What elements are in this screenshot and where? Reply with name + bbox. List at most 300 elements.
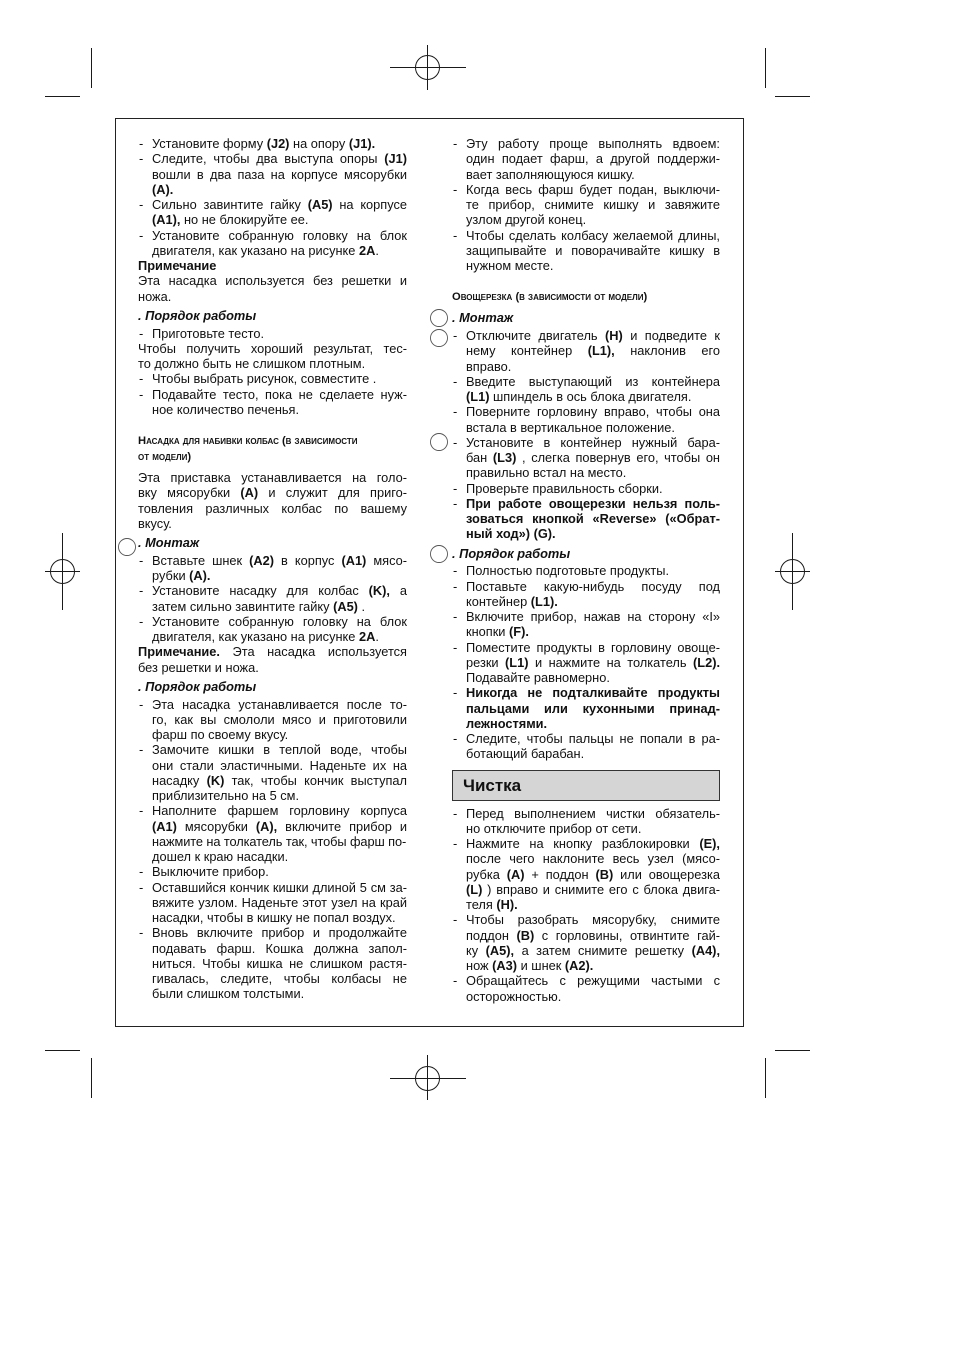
text-line	[466, 806, 720, 821]
text-line	[466, 563, 720, 578]
text-line	[466, 481, 720, 496]
paragraph	[138, 273, 407, 304]
text-run: Когда весь фарш будет подан, выключи-	[466, 181, 720, 197]
text-line	[138, 485, 407, 500]
text-line	[466, 958, 720, 973]
line-text	[466, 420, 675, 435]
text-line	[152, 568, 407, 583]
text-run: вправо.	[466, 358, 512, 374]
bullet-item	[452, 973, 720, 1004]
text-line	[152, 243, 407, 258]
text-run: ку	[466, 942, 486, 958]
bullet-item	[452, 836, 720, 912]
bold-text: 2A	[358, 629, 376, 644]
text-line	[138, 535, 407, 550]
text-run: Нажмите на кнопку разблокировки	[466, 836, 700, 851]
bold-text: (A4),	[691, 942, 720, 958]
bullet-dash: -	[139, 742, 144, 758]
text-line	[138, 501, 407, 516]
text-run: . Порядок работы	[452, 545, 571, 561]
text-line	[152, 986, 407, 1001]
line-text	[152, 136, 375, 151]
bullet-dash: -	[453, 836, 458, 851]
text-run: Следите, чтобы пальцы не попали в ра-	[466, 731, 720, 746]
bold-text: (A1),	[152, 212, 181, 228]
bold-text: (A)	[240, 485, 259, 501]
text-run: Сильно завинтите гайку	[152, 197, 308, 212]
bullet-dash: -	[139, 151, 144, 167]
text-run: ножа.	[138, 288, 172, 304]
bullet-dash: -	[453, 328, 458, 343]
text-run: Установите собранную головку на блок	[152, 227, 407, 243]
bullet-dash: -	[139, 552, 144, 568]
bullet-dash: -	[139, 864, 144, 880]
bullet-item	[452, 328, 720, 374]
line-text	[466, 851, 720, 866]
text-line	[152, 697, 407, 712]
bullet-dash: -	[139, 583, 144, 599]
bullet-item	[138, 880, 407, 926]
text-run: Перед выполнением чистки обязатель-	[466, 805, 720, 821]
text-line	[452, 289, 720, 305]
bullet-item	[138, 136, 407, 151]
bullet-item	[452, 136, 720, 182]
text-run: , слегка повернув его, чтобы он	[516, 450, 721, 465]
registration-target-icon	[45, 533, 80, 610]
text-line	[466, 731, 720, 746]
text-line	[466, 511, 720, 526]
text-line	[152, 614, 407, 629]
line-text	[466, 701, 720, 716]
text-run: Включите прибор, нажав на сторону «I»	[466, 609, 720, 624]
bold-text: (J2)	[266, 136, 290, 151]
line-text	[466, 359, 511, 374]
line-text	[152, 614, 407, 629]
bullet-dash: -	[453, 404, 458, 420]
text-run: ) вправо и снимите его с блока двига-	[482, 881, 720, 897]
bullet-dash: -	[453, 495, 458, 511]
bold-text: (H).	[496, 897, 518, 912]
bullet-dash: -	[453, 912, 458, 928]
text-line	[466, 420, 720, 435]
text-run: без решетки и ножа.	[138, 659, 259, 675]
subheading	[452, 310, 720, 325]
text-run: Замочите кишки в теплой воде, чтобы	[152, 742, 407, 758]
subheading	[138, 679, 407, 694]
bullet-item	[452, 228, 720, 274]
line-text	[466, 731, 720, 746]
text-line	[152, 712, 407, 727]
line-text	[152, 925, 407, 940]
bullet-dash: -	[139, 925, 144, 941]
line-text	[138, 341, 407, 356]
line-text	[138, 644, 407, 659]
bold-text: (A2)	[249, 552, 275, 568]
line-text	[152, 228, 407, 243]
text-line	[466, 167, 720, 182]
bold-text: лежностями.	[466, 715, 548, 731]
bullet-item	[138, 228, 407, 259]
left-column	[138, 136, 407, 1002]
bullet-dash: -	[453, 181, 458, 197]
line-text	[152, 326, 264, 341]
text-run: затем сильно завинтите гайку	[152, 598, 334, 614]
bullet-dash: -	[453, 639, 458, 655]
text-line	[466, 655, 720, 670]
bullet-item	[138, 614, 407, 645]
bold-text: Примечание	[138, 258, 217, 273]
text-run: Следите, чтобы два выступа опоры	[152, 151, 385, 167]
bold-text: 2A	[358, 242, 376, 258]
text-run: Отключите двигатель	[466, 328, 606, 343]
text-line	[138, 356, 407, 371]
line-text	[466, 897, 518, 912]
line-text	[138, 273, 407, 288]
text-line	[466, 897, 720, 912]
line-text	[138, 435, 358, 447]
bullet-dash: -	[453, 731, 458, 746]
subheading	[138, 535, 407, 550]
bullet-item	[452, 496, 720, 542]
bold-text: (J1)	[384, 151, 407, 167]
line-text	[152, 712, 407, 727]
text-line	[466, 701, 720, 716]
text-run: Подавайте равномерно.	[466, 670, 610, 685]
text-run: Установите форму	[152, 136, 267, 151]
bullet-dash: -	[139, 371, 144, 387]
section-title: Чистка	[463, 775, 522, 795]
text-run: Установите насадку для колбас	[152, 583, 369, 599]
bullet-item	[452, 404, 720, 435]
bullet-item	[138, 697, 407, 743]
bullet-dash: -	[453, 973, 458, 989]
text-line	[466, 389, 720, 404]
line-text	[452, 291, 647, 303]
text-line	[466, 943, 720, 958]
text-run: Эта насадка устанавливается после то-	[152, 696, 407, 712]
line-text	[152, 167, 407, 182]
line-text	[466, 563, 669, 578]
text-run: го, как вы смололи мясо и приготовили	[152, 711, 407, 727]
text-run: узлом другой конец.	[466, 212, 587, 228]
text-run: в корпус	[274, 552, 342, 568]
bullet-item	[452, 481, 720, 496]
registration-target-icon	[390, 45, 466, 90]
line-text	[466, 151, 720, 166]
line-text	[466, 958, 593, 973]
text-line	[466, 496, 720, 511]
text-line	[466, 716, 720, 731]
bullet-dash: -	[139, 879, 144, 895]
text-line	[466, 343, 720, 358]
text-line	[466, 579, 720, 594]
text-run: защипывайте и поворачивайте кишку в	[466, 242, 720, 258]
text-run: и нажмите на толкатель	[528, 654, 693, 670]
text-line	[466, 258, 720, 273]
text-run: от модели)	[138, 451, 192, 463]
text-run: Введите выступающий из контейнера	[466, 373, 720, 389]
text-line	[466, 685, 720, 700]
text-run: Чтобы разобрать мясорубку, снимите	[466, 912, 720, 928]
bold-text: (A).	[189, 568, 211, 583]
line-text	[466, 836, 720, 851]
bold-text: (L1),	[587, 343, 615, 359]
text-run: товления различных колбас по вашему	[138, 500, 407, 516]
bullet-item	[452, 912, 720, 973]
text-line	[152, 910, 407, 925]
bullet-dash: -	[453, 578, 458, 594]
bullet-item	[138, 151, 407, 197]
bullet-item	[452, 640, 720, 686]
text-run: ботающий барабан.	[466, 746, 585, 762]
text-line	[466, 928, 720, 943]
bold-text: (A)	[506, 866, 525, 882]
text-run: Оставшийся кончик кишки длиной 5 см за-	[152, 879, 407, 895]
text-line	[466, 882, 720, 897]
line-text	[466, 374, 720, 389]
line-text	[466, 167, 635, 182]
text-run: . Порядок работы	[138, 307, 257, 323]
text-run: и служит для приго-	[258, 485, 407, 501]
bullet-dash: -	[453, 434, 458, 450]
line-text	[452, 546, 570, 561]
bullet-item	[452, 806, 720, 837]
text-line	[466, 640, 720, 655]
text-run: Подавайте тесто, пока не сделаете нуж-	[152, 386, 407, 402]
text-line	[152, 553, 407, 568]
line-text	[152, 727, 288, 742]
line-text	[152, 243, 379, 258]
text-line	[152, 197, 407, 212]
text-run: контейнер	[466, 593, 531, 609]
text-line	[466, 228, 720, 243]
text-run: нажмите на толкатель так, чтобы фарш по-	[152, 833, 407, 849]
text-line	[466, 973, 720, 988]
text-line	[138, 433, 407, 449]
bold-text: (L2).	[693, 654, 721, 670]
line-text	[466, 258, 553, 273]
text-run: Вновь включите прибор и продолжайте	[152, 925, 407, 941]
text-run: нему контейнер	[466, 343, 588, 359]
text-line	[466, 836, 720, 851]
text-run: Вставьте шнек	[152, 552, 250, 568]
text-run: подавать фарш. Кошка должна запол-	[152, 940, 407, 956]
paragraph	[138, 644, 407, 675]
bullet-item	[452, 609, 720, 640]
line-text	[138, 258, 216, 273]
bullet-dash: -	[453, 227, 458, 243]
line-text	[466, 136, 720, 151]
text-run: вает заполняющуюся кишку.	[466, 166, 635, 182]
bullet-dash: -	[139, 696, 144, 712]
bullet-item	[452, 435, 720, 481]
text-run: встала в вертикальное положение.	[466, 419, 675, 435]
text-line	[138, 289, 407, 304]
line-text	[152, 910, 396, 925]
bullet-item	[452, 374, 720, 405]
right-column	[452, 136, 720, 1004]
bullet-dash: -	[453, 563, 458, 579]
text-line	[152, 136, 407, 151]
bullet-item	[138, 326, 407, 341]
text-run: рубка	[466, 866, 507, 882]
text-run: . Монтаж	[452, 310, 514, 326]
line-text	[152, 803, 407, 818]
text-run: Установите собранную головку на блок	[152, 613, 407, 629]
text-run: мясорубки	[176, 818, 256, 834]
line-text	[138, 535, 199, 550]
text-run: они стали эластичными. Наденьте их на	[152, 757, 407, 773]
bold-text: Примечание.	[138, 644, 220, 660]
line-text	[466, 404, 720, 419]
line-text	[138, 470, 407, 485]
line-text	[466, 212, 586, 227]
text-run: и шнек	[517, 958, 565, 973]
text-run: те прибор, снимите кишку и завяжите	[466, 197, 720, 212]
line-text	[152, 182, 173, 197]
text-line	[138, 516, 407, 531]
bold-text: (B)	[595, 866, 614, 882]
text-run: Эта приставка устанавливается на голо-	[138, 470, 407, 485]
text-line	[152, 880, 407, 895]
text-run: нужном месте.	[466, 258, 554, 273]
text-line	[466, 151, 720, 166]
bullet-dash: -	[453, 373, 458, 389]
text-run: то должно быть не слишком плотным.	[138, 356, 366, 371]
text-line	[466, 912, 720, 927]
text-line	[138, 273, 407, 288]
line-text	[152, 895, 407, 910]
text-line	[152, 402, 407, 417]
text-run: дошел к краю насадки.	[152, 849, 289, 864]
text-run: но отключите прибор от сети.	[466, 820, 642, 836]
text-run: Наполните фаршем горловину корпуса	[152, 803, 407, 819]
text-run: ниться. Чтобы кишка не слишком растя-	[152, 955, 407, 971]
text-run: Поставьте какую-нибудь посуду под	[466, 578, 720, 594]
line-text	[466, 821, 641, 836]
line-text	[466, 655, 720, 670]
text-run: вошли в два паза на корпусе мясорубки	[152, 166, 407, 182]
bullet-dash: -	[453, 609, 458, 624]
text-run: Приготовьте тесто.	[152, 325, 264, 341]
bullet-item	[138, 925, 407, 1001]
text-line	[466, 359, 720, 374]
line-text	[466, 640, 720, 655]
line-text	[466, 182, 720, 197]
bold-text: зоваться кнопкой «Reverse» («Обрат-	[466, 511, 720, 526]
line-text	[138, 660, 259, 675]
text-line	[152, 583, 407, 598]
text-line	[138, 660, 407, 675]
line-text	[152, 956, 407, 971]
bullet-dash: -	[453, 480, 458, 496]
line-text	[466, 973, 720, 988]
text-line	[466, 328, 720, 343]
line-text	[138, 289, 171, 304]
text-line	[466, 821, 720, 836]
line-text	[152, 834, 406, 849]
line-text	[466, 928, 720, 943]
bold-text: пальцами или кухонными принад-	[466, 700, 720, 716]
text-line	[466, 404, 720, 419]
line-text	[152, 742, 407, 757]
paragraph	[138, 258, 407, 273]
text-line	[152, 371, 407, 386]
bold-text: (L)	[466, 881, 483, 897]
section-heading	[138, 433, 407, 465]
bold-text: (A),	[255, 818, 278, 834]
text-run: шпиндель в ось блока двигателя.	[489, 389, 692, 404]
bold-text: (B)	[516, 927, 535, 943]
bullet-dash: -	[139, 136, 144, 151]
line-text	[138, 501, 407, 516]
text-run: . Порядок работы	[138, 678, 257, 694]
text-run: двигателя, как указано на рисунке	[152, 629, 359, 644]
line-text	[152, 941, 407, 956]
bold-text: (A1)	[152, 818, 177, 834]
text-run: гивалась, следите, чтобы колбасы не	[152, 971, 407, 986]
bullet-item	[138, 864, 407, 879]
text-line	[466, 609, 720, 624]
text-line	[138, 341, 407, 356]
text-line	[152, 834, 407, 849]
text-line	[152, 971, 407, 986]
text-run: .	[375, 629, 379, 644]
bold-text: (A2).	[564, 958, 594, 973]
line-text	[152, 819, 407, 834]
line-text	[466, 511, 720, 526]
line-text	[152, 212, 308, 227]
line-text	[152, 599, 365, 614]
text-run: .	[375, 242, 379, 258]
text-line	[466, 136, 720, 151]
bullet-item	[138, 371, 407, 386]
line-text	[138, 516, 172, 531]
bullet-item	[452, 563, 720, 578]
bold-text: (L3)	[492, 450, 517, 465]
line-text	[152, 864, 269, 879]
line-text	[152, 371, 376, 386]
text-run: Овощерезка (в зависимости от модели)	[452, 291, 648, 304]
line-text	[466, 670, 610, 685]
paragraph	[138, 341, 407, 372]
line-text	[138, 451, 191, 463]
line-text	[152, 568, 210, 583]
line-text	[466, 496, 720, 511]
bold-text: (A5)	[333, 598, 358, 614]
text-run: на опору	[289, 136, 349, 151]
text-line	[152, 819, 407, 834]
bullet-item	[138, 553, 407, 584]
text-run: Проверьте правильность сборки.	[466, 480, 663, 496]
text-line	[152, 599, 407, 614]
line-text	[466, 450, 720, 465]
text-line	[152, 742, 407, 757]
bullet-item	[138, 197, 407, 228]
bold-text: (A3)	[492, 958, 518, 973]
bullet-item	[452, 579, 720, 610]
text-line	[152, 167, 407, 182]
text-line	[152, 228, 407, 243]
line-text	[152, 629, 379, 644]
text-line	[466, 465, 720, 480]
text-line	[152, 788, 407, 803]
paragraph	[138, 470, 407, 531]
text-run: правильно встал на место.	[466, 465, 627, 481]
line-text	[466, 746, 584, 761]
bullet-item	[138, 583, 407, 614]
text-line	[138, 308, 407, 323]
